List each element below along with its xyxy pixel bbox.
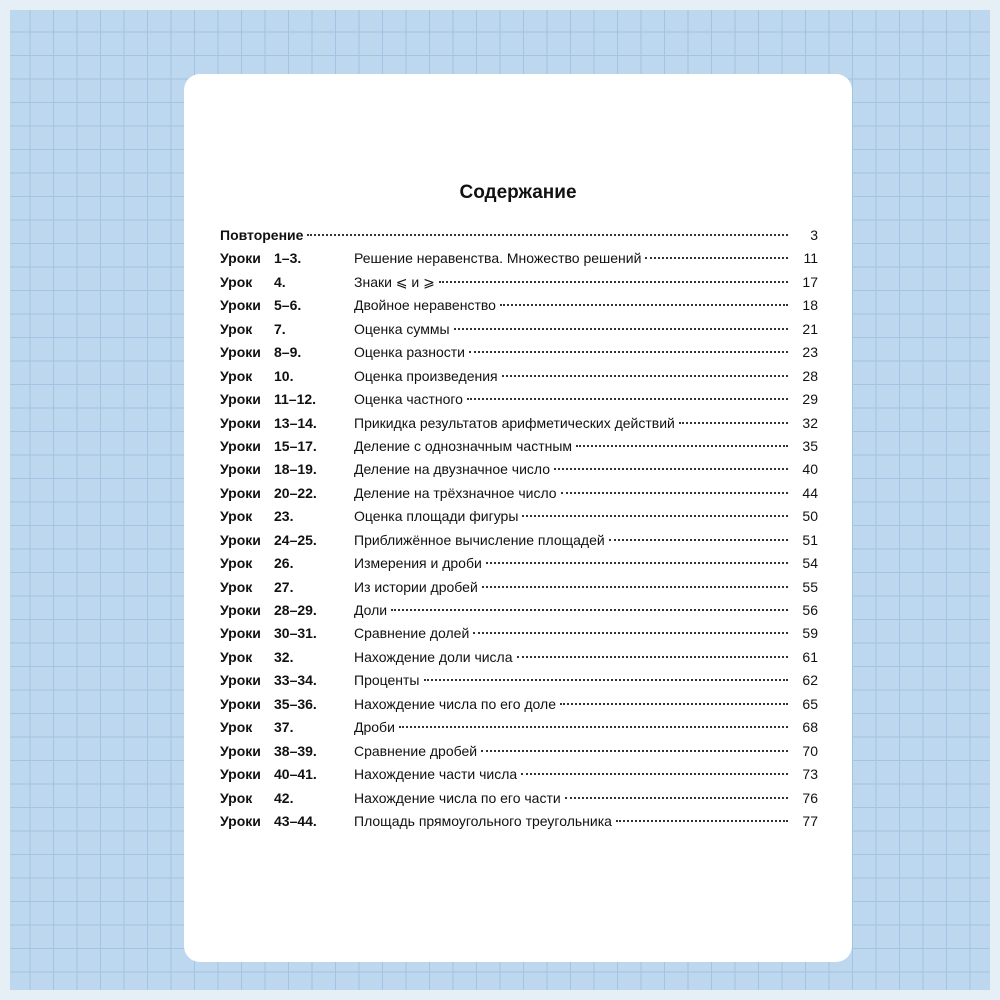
toc-row[interactable] — [220, 391, 818, 414]
toc-topic: Проценты — [354, 672, 420, 689]
toc-row[interactable] — [220, 579, 818, 602]
toc-topic: Оценка площади фигуры — [354, 508, 519, 525]
toc-row[interactable] — [220, 790, 818, 813]
toc-row[interactable] — [220, 274, 818, 297]
leader-dots — [609, 539, 788, 541]
toc-lesson-label: Урок — [220, 555, 253, 572]
toc-lesson-label: Урок — [220, 508, 253, 525]
toc-topic: Двойное неравенство — [354, 297, 496, 314]
leader-dots — [500, 304, 788, 306]
leader-dots — [439, 281, 788, 283]
toc-page-number: 77 — [802, 812, 818, 829]
toc-row[interactable] — [220, 696, 818, 719]
toc-page-number: 59 — [802, 625, 818, 642]
table-of-contents — [220, 227, 818, 836]
toc-page-number: 28 — [802, 367, 818, 384]
toc-lesson-number: 8–9. — [274, 344, 302, 361]
toc-page-number: 11 — [803, 250, 818, 267]
toc-page-number: 50 — [802, 508, 818, 525]
toc-topic: Дроби — [354, 719, 395, 736]
toc-lesson-label: Урок — [220, 719, 253, 736]
toc-lesson-label: Уроки — [220, 250, 261, 267]
toc-intro-label: Повторение — [220, 227, 304, 243]
toc-topic: Решение неравенства. Множество решений — [354, 250, 642, 267]
toc-page-number: 32 — [802, 414, 818, 431]
toc-lesson-number: 5–6. — [274, 297, 302, 314]
toc-lesson-number: 32. — [274, 648, 294, 665]
toc-lesson-label: Уроки — [220, 695, 261, 712]
toc-lesson-number: 15–17. — [274, 437, 317, 454]
toc-row[interactable] — [220, 438, 818, 461]
toc-page-number: 73 — [802, 766, 818, 783]
toc-lesson-number: 26. — [274, 555, 294, 572]
toc-topic: Деление на двузначное число — [354, 461, 551, 478]
leader-dots — [399, 726, 788, 728]
toc-row[interactable] — [220, 649, 818, 672]
toc-row[interactable] — [220, 719, 818, 742]
leader-dots — [424, 679, 789, 681]
toc-row[interactable] — [220, 415, 818, 438]
toc-row[interactable] — [220, 344, 818, 367]
toc-lesson-number: 27. — [274, 578, 294, 595]
toc-row[interactable] — [220, 625, 818, 648]
toc-lesson-label: Уроки — [220, 344, 261, 361]
toc-topic: Прикидка результатов арифметических действий — [354, 414, 675, 431]
toc-lesson-number: 28–29. — [274, 602, 317, 618]
toc-lesson-number: 37. — [274, 719, 294, 736]
toc-lesson-number: 20–22. — [274, 484, 317, 501]
toc-topic: Измерения и дроби — [354, 555, 482, 572]
toc-lesson-number: 40–41. — [274, 766, 317, 783]
toc-row[interactable] — [220, 368, 818, 391]
toc-lesson-number: 38–39. — [274, 742, 317, 759]
toc-page-number: 44 — [802, 484, 818, 501]
page-title: Содержание — [459, 182, 577, 203]
toc-row[interactable] — [220, 532, 818, 555]
leader-dots — [307, 234, 788, 236]
toc-page-number: 61 — [802, 648, 818, 665]
toc-page-number: 51 — [802, 531, 818, 548]
toc-topic: Сравнение дробей — [354, 742, 478, 759]
toc-topic: Оценка частного — [354, 391, 463, 408]
toc-lesson-number: 42. — [274, 789, 294, 806]
toc-row[interactable] — [220, 250, 818, 273]
contents-panel — [184, 74, 852, 962]
toc-page-number: 40 — [802, 461, 818, 478]
toc-lesson-number: 11–12. — [274, 391, 317, 408]
leader-dots — [486, 562, 788, 564]
toc-page-number: 70 — [802, 742, 818, 759]
toc-page-number: 65 — [802, 695, 818, 712]
toc-page-number: 18 — [802, 297, 818, 314]
toc-row[interactable] — [220, 672, 818, 695]
toc-page-number: 17 — [802, 273, 818, 290]
toc-lesson-label: Урок — [220, 320, 253, 337]
leader-dots — [576, 445, 788, 447]
toc-topic: Оценка разности — [354, 344, 465, 361]
toc-lesson-number: 4. — [274, 273, 286, 290]
leader-dots — [554, 468, 788, 470]
toc-row[interactable] — [220, 508, 818, 531]
leader-dots — [481, 750, 788, 752]
toc-lesson-number: 43–44. — [274, 812, 317, 829]
toc-row[interactable] — [220, 485, 818, 508]
leader-dots — [522, 515, 788, 517]
toc-lesson-label: Урок — [220, 367, 253, 384]
toc-topic: Деление на трёхзначное число — [354, 484, 557, 501]
toc-lesson-label: Уроки — [220, 484, 261, 501]
leader-dots — [469, 351, 788, 353]
toc-page-number: 76 — [802, 789, 818, 806]
toc-row[interactable] — [220, 461, 818, 484]
toc-topic: Нахождение доли числа — [354, 648, 513, 665]
toc-topic: Знаки ⩽ и ⩾ — [354, 273, 435, 290]
leader-dots — [679, 422, 788, 424]
toc-lesson-label: Уроки — [220, 742, 261, 759]
toc-row[interactable] — [220, 743, 818, 766]
leader-dots — [482, 586, 788, 588]
toc-lesson-label: Урок — [220, 578, 253, 595]
toc-page-number: 55 — [802, 578, 818, 595]
toc-topic: Оценка суммы — [354, 320, 450, 337]
toc-page-number: 68 — [802, 719, 818, 736]
toc-lesson-label: Уроки — [220, 414, 261, 431]
toc-row[interactable] — [220, 766, 818, 789]
toc-lesson-number: 13–14. — [274, 414, 317, 431]
toc-row[interactable] — [220, 297, 818, 320]
leader-dots — [454, 328, 788, 330]
toc-lesson-label: Уроки — [220, 297, 261, 314]
toc-lesson-label: Уроки — [220, 766, 261, 783]
toc-page-number: 62 — [802, 672, 818, 689]
toc-page-number: 3 — [810, 227, 818, 243]
leader-dots — [473, 632, 788, 634]
toc-page-number: 21 — [802, 320, 818, 337]
toc-topic: Площадь прямоугольного треугольника — [354, 812, 612, 829]
toc-row[interactable] — [220, 602, 818, 625]
toc-lesson-number: 33–34. — [274, 672, 317, 689]
toc-page-number: 35 — [802, 437, 818, 454]
toc-topic: Сравнение долей — [354, 625, 470, 642]
toc-topic: Из истории дробей — [354, 578, 478, 595]
toc-lesson-number: 10. — [274, 367, 294, 384]
leader-dots — [561, 492, 788, 494]
toc-lesson-label: Урок — [220, 789, 253, 806]
toc-lesson-label: Уроки — [220, 625, 261, 642]
toc-topic: Нахождение части числа — [354, 766, 518, 783]
toc-page-number: 56 — [802, 602, 818, 618]
toc-lesson-number: 35–36. — [274, 695, 317, 712]
toc-lesson-label: Урок — [220, 273, 253, 290]
toc-lesson-number: 7. — [274, 320, 286, 337]
toc-row[interactable] — [220, 555, 818, 578]
toc-lesson-number: 30–31. — [274, 625, 317, 642]
toc-topic: Нахождение числа по его доле — [354, 695, 556, 712]
toc-lesson-label: Уроки — [220, 672, 261, 689]
toc-page-number: 29 — [802, 391, 818, 408]
leader-dots — [467, 398, 788, 400]
toc-row[interactable] — [220, 813, 818, 836]
toc-lesson-label: Урок — [220, 648, 253, 665]
toc-row[interactable] — [220, 321, 818, 344]
toc-topic: Приближённое вычисление площадей — [354, 531, 605, 548]
toc-topic: Оценка произведения — [354, 367, 498, 384]
leader-dots — [517, 656, 788, 658]
toc-lesson-label: Уроки — [220, 812, 261, 829]
toc-lesson-number: 1–3. — [274, 250, 302, 267]
leader-dots — [521, 773, 788, 775]
toc-topic: Деление с однозначным частным — [354, 437, 573, 454]
leader-dots — [502, 375, 788, 377]
toc-lesson-label: Уроки — [220, 531, 261, 548]
toc-lesson-number: 18–19. — [274, 461, 317, 478]
leader-dots — [391, 609, 788, 611]
toc-lesson-label: Уроки — [220, 391, 261, 408]
leader-dots — [645, 257, 788, 259]
toc-lesson-label: Уроки — [220, 437, 261, 454]
toc-topic: Нахождение числа по его части — [354, 789, 561, 806]
toc-lesson-label: Уроки — [220, 461, 261, 478]
toc-topic: Доли — [354, 602, 388, 618]
leader-dots — [560, 703, 788, 705]
toc-lesson-number: 23. — [274, 508, 294, 525]
leader-dots — [616, 820, 788, 822]
toc-page-number: 54 — [802, 555, 818, 572]
toc-lesson-number: 24–25. — [274, 531, 317, 548]
toc-row-intro[interactable] — [220, 227, 818, 250]
leader-dots — [565, 797, 788, 799]
toc-page-number: 23 — [802, 344, 818, 361]
toc-lesson-label: Уроки — [220, 602, 261, 618]
